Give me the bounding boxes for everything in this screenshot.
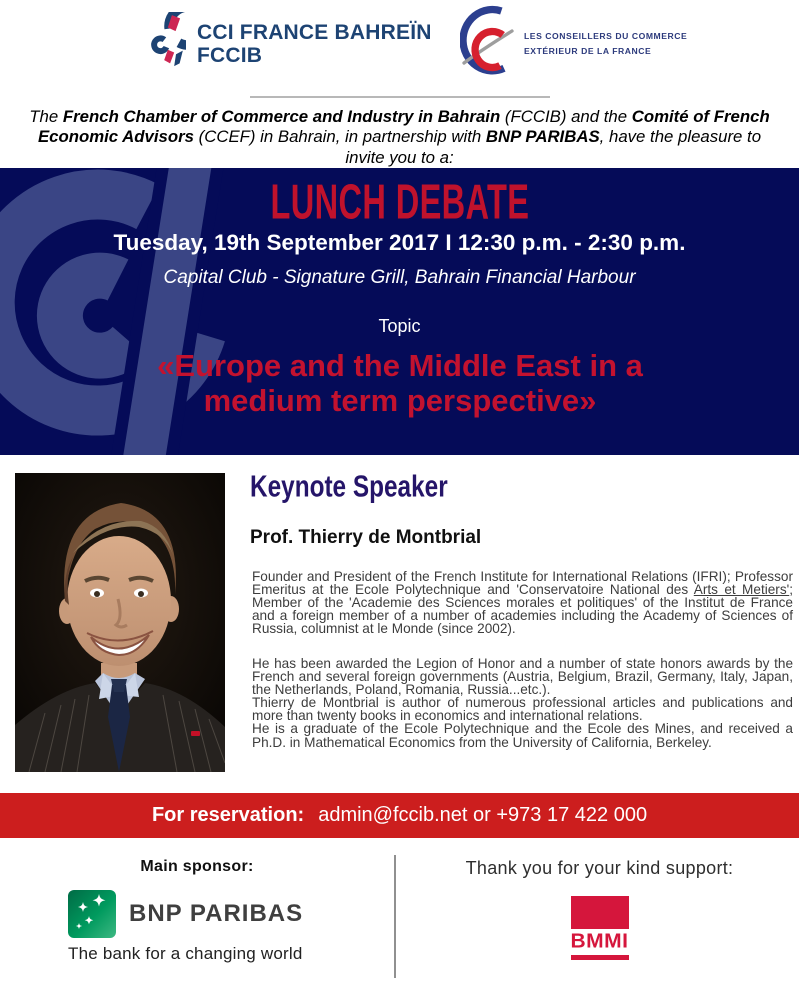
ccef-logo-text [524,29,687,57]
event-datetime: Tuesday, 19th September 2017 I 12:30 p.m. - 2:30 p.m. [113,230,686,255]
event-venue: Capital Club - Signature Grill, Bahrain Financial Harbour [163,267,636,288]
bnp-paribas-logo [68,890,303,938]
bio-text: Founder and President of the French Institute for International Relations (IFRI); Professor Emeritus at the Ecole Polytechnique and 'Conservatoire National des [252,569,793,598]
reservation-bar [0,793,799,838]
bnp-stars-icon [68,890,116,938]
event-banner [0,168,799,455]
fccib-logo-line1: CCI FRANCE BAHREÏN [197,20,432,44]
fccib-logo-line2: FCCIB [197,43,263,67]
bio-text: ; Member of the 'Academie des Sciences morales et politiques' of the Institut de France and a foreign member of a number of academies including the Academy of Sciences of Russia, columnist at le Monde (since 2002). [252,582,794,637]
main-sponsor-label: Main sponsor: [140,858,254,875]
topic-title: «Europe and the Middle East in a medium term perspective» [157,348,643,419]
topic-label: Topic [378,316,421,336]
ccef-logo-line2: EXTÉRIEUR DE LA FRANCE [524,45,652,56]
speaker-bio-paragraph-2 [252,657,793,749]
bmmi-wordmark: BMMI [570,930,629,953]
fccib-logo-text [197,22,432,67]
header-separator-line [250,96,550,98]
bmmi-logo [400,896,799,960]
support-thanks-label: Thank you for your kind support: [465,858,734,878]
intro-segment-bold: French Chamber of Commerce and Industry in Bahrain [62,107,501,126]
intro-segment: The [29,107,63,126]
invitation-intro-text [28,107,771,168]
bmmi-red-bar-icon [571,955,629,960]
bio-author: Thierry de Montbrial is author of numerous professional articles and publications and more than twenty books in economics and international relations. [252,695,793,724]
ccef-logo-line1: LES CONSEILLERS DU COMMERCE [524,31,688,42]
ccef-logo [460,4,687,83]
intro-segment: , have the pleasure to invite you to a: [345,127,762,167]
footer-divider-line [394,855,396,978]
intro-segment: (CCEF) in Bahrain, in partnership with [193,127,486,147]
cci-circular-c-icon [136,12,186,77]
fccib-logo [136,12,432,77]
speaker-photo [15,473,225,772]
keynote-speaker-heading: Keynote Speaker [250,470,448,504]
event-title: LUNCH DEBATE [270,175,529,230]
reservation-label: For reservation: [151,804,305,826]
speaker-name: Prof. Thierry de Montbrial [250,527,482,548]
bio-education: He is a graduate of the Ecole Polytechnique and the Ecole des Mines, and received a Ph.D. in Mathematical Economics from the University of California, Berkeley. [252,721,793,750]
ccef-crescent-e-icon [460,4,516,83]
bnp-tagline: The bank for a changing world [68,944,303,963]
speaker-bio-paragraph-1 [252,570,793,635]
bmmi-red-block-icon [571,896,629,929]
intro-segment-bold: Comité of French Economic Advisors [37,107,770,147]
reservation-contact: admin@fccib.net or +973 17 422 000 [318,804,648,826]
bio-text-underlined: Arts et Metiers' [693,582,790,598]
intro-segment: (FCCIB) and the [500,107,632,126]
intro-segment-bold: BNP PARIBAS [485,127,600,147]
bnp-paribas-wordmark: BNP PARIBAS [129,900,304,927]
bio-awards: He has been awarded the Legion of Honor and a number of state honors awards by the French and several foreign governments (Austria, Belgium, Brazil, Germany, Italy, Japan, the Netherlands, Poland, Romania, Russia...etc.). [252,656,793,698]
